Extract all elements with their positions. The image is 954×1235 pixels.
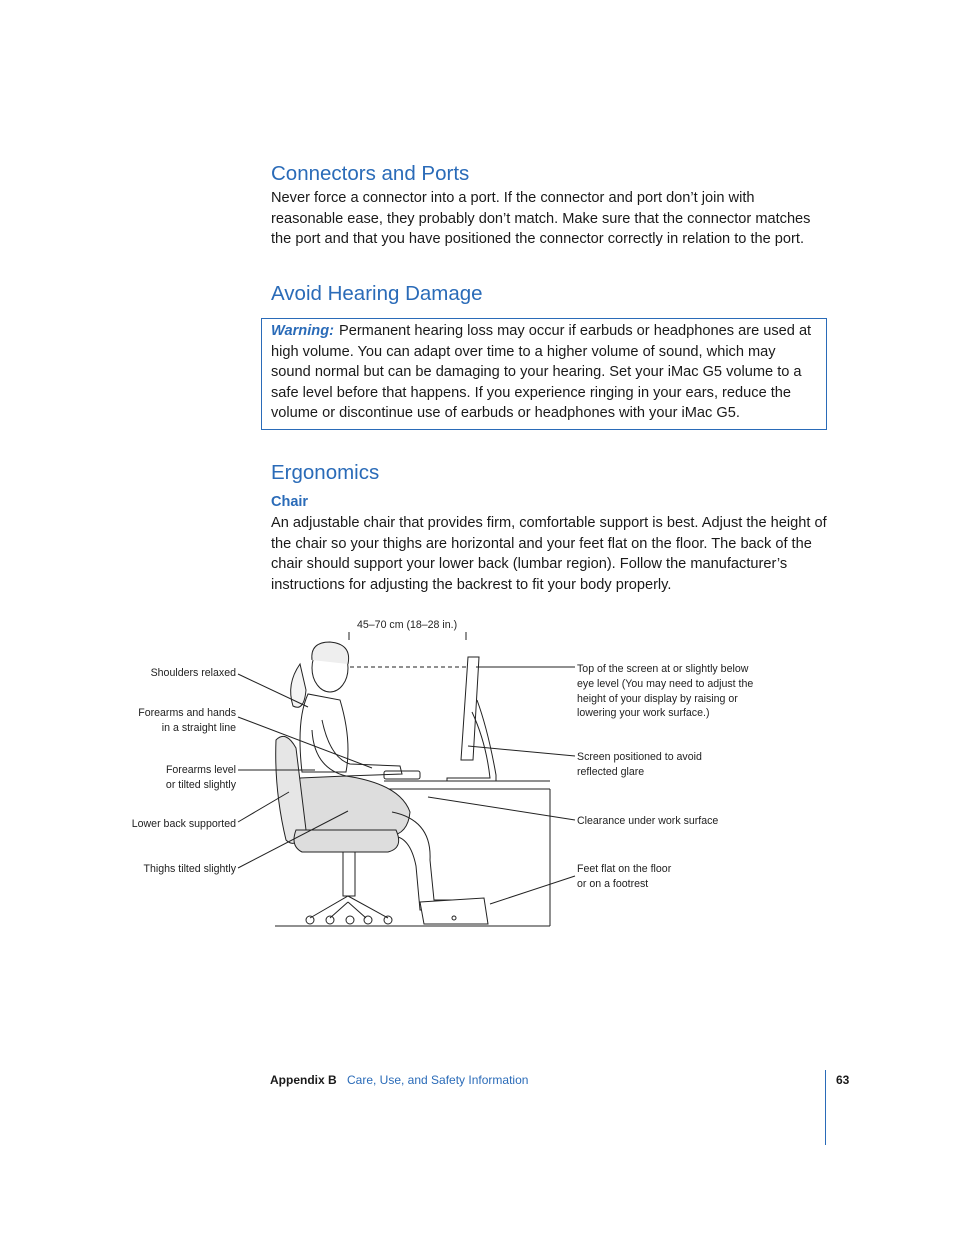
callout-forearms-hands-line-1: Forearms and hands: [138, 707, 236, 719]
footer-chapter-title: Care, Use, and Safety Information: [347, 1073, 529, 1087]
heading-ergonomics: Ergonomics: [271, 461, 380, 484]
callout-top-of-screen-line-2: eye level (You may need to adjust the: [577, 677, 754, 690]
footer-appendix-label: Appendix B: [270, 1073, 337, 1087]
callout-screen-glare-line-2: reflected glare: [577, 765, 645, 778]
warning-paragraph: [271, 321, 819, 424]
callout-clearance: Clearance under work surface: [577, 815, 719, 827]
heading-avoid-hearing-damage: Avoid Hearing Damage: [271, 282, 483, 305]
warning-box: [261, 318, 827, 430]
callout-top-of-screen-line-3: height of your display by raising or: [577, 692, 738, 705]
callout-feet: [577, 862, 671, 892]
callout-thighs: Thighs tilted slightly: [143, 863, 236, 875]
callout-top-of-screen-line-1: Top of the screen at or slightly below: [577, 663, 749, 675]
callout-forearms-hands-line-2: in a straight line: [161, 721, 236, 734]
callout-feet-line-1: Feet flat on the floor: [577, 863, 672, 875]
callout-forearms-level: [166, 763, 236, 793]
callout-feet-line-2: or on a footrest: [577, 877, 649, 890]
subheading-chair: Chair: [271, 494, 309, 510]
page-number: 63: [836, 1073, 850, 1087]
warning-text: Permanent hearing loss may occur if earbuds or headphones are used at high volume. You can adapt over time to a higher volume of sound, which may sound normal but can be damaging to your hearing. Set your iMac G5 volume to a safe level before that happens. If you experience ringing in your ears, reduce the volume or discontinue use of earbuds or headphones with your iMac G5.: [271, 323, 812, 421]
callout-screen-glare-line-1: Screen positioned to avoid: [577, 751, 702, 763]
heading-connectors-and-ports: Connectors and Ports: [271, 162, 470, 185]
warning-label: Warning:: [271, 323, 334, 339]
callout-shoulders: Shoulders relaxed: [150, 667, 236, 679]
callout-screen-glare: [577, 750, 702, 780]
footer-divider: [825, 1070, 826, 1145]
distance-label: 45–70 cm (18–28 in.): [357, 619, 458, 631]
callout-lower-back: Lower back supported: [131, 818, 236, 830]
chair-body: An adjustable chair that provides firm, comfortable support is best. Adjust the height of the chair so your thighs are horizontal and your feet flat on the floor. The back of the chair should support your lower back (lumbar region). Follow the manufacturer’s instructions for adjusting the backrest to fit your body properly.: [271, 515, 827, 593]
callout-top-of-screen: [577, 662, 753, 721]
callout-top-of-screen-line-4: lowering your work surface.): [577, 707, 710, 720]
callout-forearms-level-line-2: or tilted slightly: [165, 778, 236, 791]
callout-forearms-level-line-1: Forearms level: [165, 764, 236, 776]
callout-forearms-hands: [138, 706, 236, 736]
connectors-body: Never force a connector into a port. If the connector and port don’t join with reasonable ease, they probably don’t match. Make sure that the connector matches the port and that you have positioned the connector correctly in relation to the port.: [271, 190, 811, 247]
